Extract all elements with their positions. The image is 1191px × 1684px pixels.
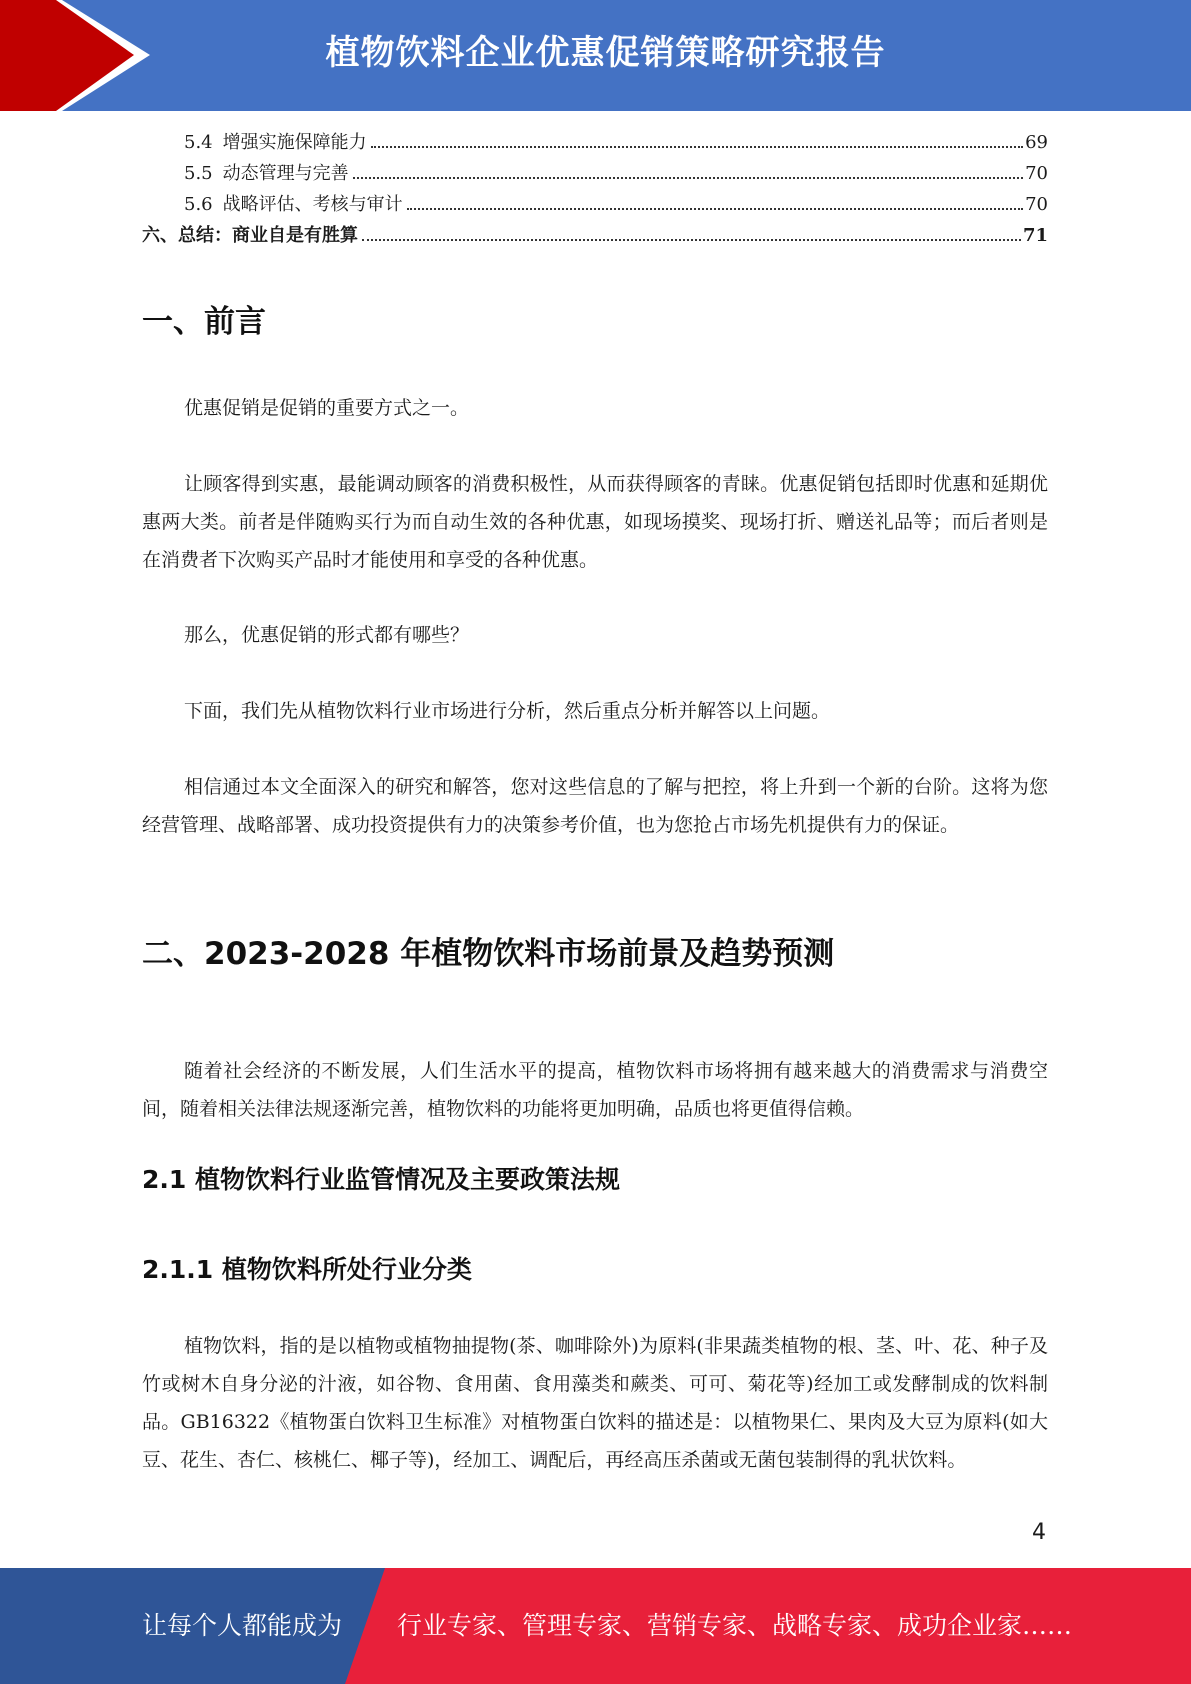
toc-page: 71 [1022,225,1048,246]
toc-title: 战略评估、考核与审计 [222,194,403,215]
section-heading-forecast: 二、2023-2028 年植物饮料市场前景及趋势预测 [142,936,835,972]
toc-page: 70 [1025,194,1048,215]
paragraph: 随着社会经济的不断发展，人们生活水平的提高，植物饮料市场将拥有越来越大的消费需求与消费空间，随着相关法律法规逐渐完善，植物饮料的功能将更加明确，品质也将更值得信赖。 [142,1060,1048,1120]
toc-number: 5.6 [184,194,213,215]
paragraph: 让顾客得到实惠，最能调动顾客的消费积极性，从而获得顾客的青睐。优惠促销包括即时优惠和延期优惠两大类。前者是伴随购买行为而自动生效的各种优惠，如现场摸奖、现场打折、赠送礼品等；而后者则是在消费者下次购买产品时才能使用和享受的各种优惠。 [142,473,1048,571]
toc-number: 5.4 [184,132,213,153]
header-banner [0,0,1191,111]
toc-item[interactable] [142,159,1048,190]
toc-title: 增强实施保障能力 [222,132,367,153]
paragraph: 下面，我们先从植物饮料行业市场进行分析，然后重点分析并解答以上问题。 [184,700,831,722]
table-of-contents [142,128,1048,252]
toc-leader [407,208,1023,210]
footer-slogan-left: 让每个人都能成为 [142,1611,343,1640]
toc-item[interactable] [142,190,1048,221]
toc-leader [353,177,1023,179]
toc-title: 动态管理与完善 [222,163,349,184]
paragraph: 植物饮料，指的是以植物或植物抽提物(茶、咖啡除外)为原料(非果蔬类植物的根、茎、叶、花、种子及竹或树木自身分泌的汁液，如谷物、食用菌、食用藻类和蕨类、可可、菊花等)经加工或发酵制成的饮料制品。GB16322《植物蛋白饮料卫生标准》对植物蛋白饮料的描述是：以植物果仁、果肉及大豆为原料(如大豆、花生、杏仁、核桃仁、椰子等)，经加工、调配后，再经高压杀菌或无菌包装制得的乳状饮料。 [142,1335,1048,1471]
toc-leader [362,239,1021,241]
page-number: 4 [1032,1520,1046,1545]
toc-item[interactable] [142,128,1048,159]
toc-page: 69 [1025,132,1048,153]
subsection-heading: 2.1 植物饮料行业监管情况及主要政策法规 [142,1165,620,1194]
paragraph: 那么，优惠促销的形式都有哪些？ [184,624,470,646]
footer-banner [0,1568,1191,1684]
toc-number: 5.5 [184,163,213,184]
paragraph: 优惠促销是促销的重要方式之一。 [184,397,470,419]
report-title: 植物饮料企业优惠促销策略研究报告 [325,33,886,73]
paragraph: 相信通过本文全面深入的研究和解答，您对这些信息的了解与把控，将上升到一个新的台阶。这将为您经营管理、战略部署、成功投资提供有力的决策参考价值，也为您抢占市场先机提供有力的保证。 [142,776,1048,836]
toc-item[interactable] [142,221,1048,252]
section-heading-preface: 一、前言 [142,304,266,340]
subsubsection-heading: 2.1.1 植物饮料所处行业分类 [142,1255,472,1284]
footer-slogan-right: 行业专家、管理专家、营销专家、战略专家、成功企业家…… [397,1611,1073,1640]
toc-title: 六、总结：商业自是有胜算 [142,225,358,246]
toc-leader [371,146,1023,148]
toc-page: 70 [1025,163,1048,184]
